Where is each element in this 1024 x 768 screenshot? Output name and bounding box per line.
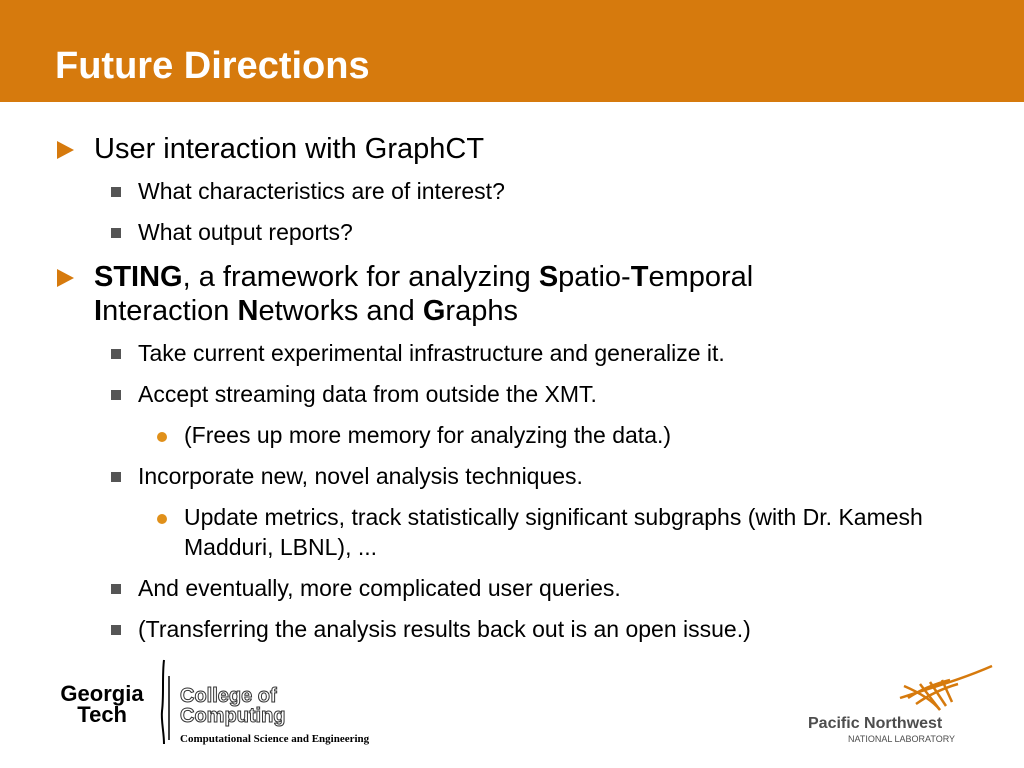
- sub-bullet-analysis-techniques: [0, 461, 938, 491]
- sub-bullet-user-queries: [0, 573, 938, 603]
- sub-bullet-transferring: [0, 614, 938, 644]
- word-patio: patio-: [558, 261, 631, 293]
- square-bullet-icon: [111, 584, 121, 594]
- square-bullet-icon: [111, 472, 121, 482]
- triangle-bullet-icon: [57, 141, 74, 159]
- word-nteraction: nteraction: [102, 295, 238, 327]
- square-bullet-icon: [111, 625, 121, 635]
- gt-tagline: Computational Science and Engineering: [180, 733, 370, 745]
- bullet-text: What characteristics are of interest?: [138, 178, 505, 204]
- pnnl-name: Pacific Northwest: [808, 715, 943, 732]
- bullet-graphct: [0, 132, 914, 166]
- gt-divider-stroke: [162, 660, 164, 744]
- bullet-text: User interaction with GraphCT: [94, 133, 485, 165]
- acronym-letter-s: S: [538, 261, 559, 293]
- square-bullet-icon: [111, 228, 121, 238]
- bullet-text: (Transferring the analysis results back out is an open issue.): [138, 616, 751, 642]
- sub-bullet-streaming: [0, 379, 938, 409]
- dot-bullet-icon: [157, 514, 167, 524]
- sub-bullet-characteristics: [0, 176, 938, 206]
- square-bullet-icon: [111, 390, 121, 400]
- title-bar: [0, 0, 1024, 102]
- sub-sub-bullet-metrics: [0, 502, 964, 562]
- square-bullet-icon: [111, 349, 121, 359]
- word-raphs: raphs: [445, 295, 518, 327]
- bullet-text: Incorporate new, novel analysis techniques.: [138, 463, 583, 489]
- bullet-text: What output reports?: [138, 219, 353, 245]
- sting-acronym: STING: [94, 261, 183, 293]
- sub-bullet-infrastructure: [0, 338, 938, 368]
- pacific-northwest-logo: [800, 658, 1000, 748]
- bullet-text: And eventually, more complicated user queries.: [138, 575, 621, 601]
- gt-word-georgia: Georgia: [60, 681, 144, 706]
- square-bullet-icon: [111, 187, 121, 197]
- pnnl-lattice-icon: [900, 666, 992, 710]
- gt-computing: Computing: [180, 705, 286, 727]
- acronym-letter-i: I: [94, 295, 103, 327]
- gt-college-of: College of: [180, 685, 277, 707]
- word-etworks: etworks and: [258, 295, 423, 327]
- bullet-sting: [0, 260, 914, 328]
- pnnl-lab: NATIONAL LABORATORY: [848, 734, 956, 744]
- bullet-text: Accept streaming data from outside the XMT.: [138, 381, 597, 407]
- sting-text: , a framework for analyzing: [182, 261, 539, 293]
- slide-title: Future Directions: [55, 45, 370, 87]
- dot-bullet-icon: [157, 432, 167, 442]
- sub-bullet-output-reports: [0, 217, 938, 247]
- bullet-text: Update metrics, track statistically significant subgraphs (with Dr. Kamesh Madduri, LBNL), ...: [184, 504, 923, 560]
- footer: [0, 650, 1024, 768]
- acronym-letter-n: N: [237, 295, 259, 327]
- georgia-tech-college-of-computing-logo: [52, 656, 392, 746]
- gt-word-tech: Tech: [77, 702, 127, 727]
- word-emporal: emporal: [648, 261, 754, 293]
- bullet-list: [0, 132, 1024, 655]
- acronym-letter-t: T: [630, 261, 649, 293]
- bullet-text: Take current experimental infrastructure and generalize it.: [138, 340, 725, 366]
- sub-sub-bullet-memory: [0, 420, 964, 450]
- triangle-bullet-icon: [57, 269, 74, 287]
- bullet-text: (Frees up more memory for analyzing the data.): [184, 422, 672, 448]
- acronym-letter-g: G: [422, 295, 446, 327]
